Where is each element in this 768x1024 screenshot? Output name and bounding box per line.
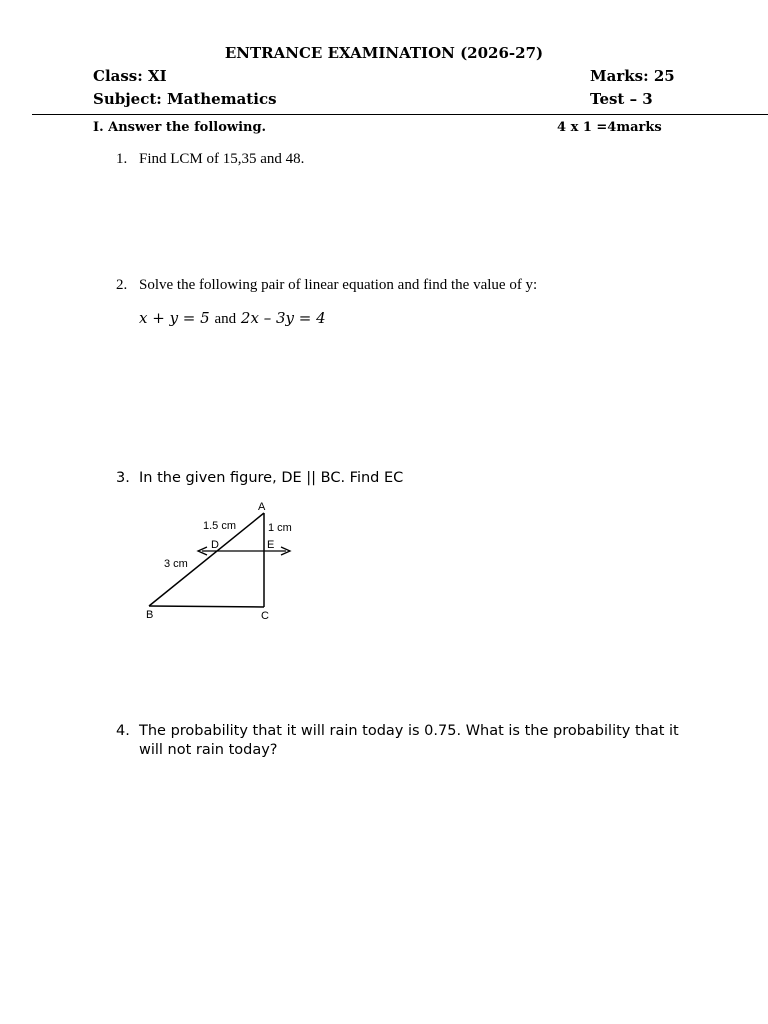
question-2-text: Solve the following pair of linear equation and find the value of y: xyxy=(139,277,538,293)
question-3-text: In the given figure, DE || BC. Find EC xyxy=(139,470,404,486)
section-marks: 4 x 1 =4marks xyxy=(557,120,662,135)
marks-label: Marks: 25 xyxy=(590,67,675,85)
vertex-d-label: D xyxy=(211,539,219,551)
question-4-text: The probability that it will rain today is 0.75. What is the probability that it will not rain today? xyxy=(139,723,679,758)
vertex-c-label: C xyxy=(261,610,269,622)
question-2-number: 2. xyxy=(116,277,128,293)
test-label: Test – 3 xyxy=(590,90,653,108)
section-heading: I. Answer the following. xyxy=(93,120,267,135)
triangle-figure xyxy=(140,497,310,627)
side-bc xyxy=(149,606,264,607)
question-2-equation xyxy=(139,309,326,328)
label-ad: 1.5 cm xyxy=(203,520,237,532)
equation-left: x + y = 5 xyxy=(139,309,210,327)
equation-right: 2x – 3y = 4 xyxy=(240,309,326,327)
class-label: Class: XI xyxy=(93,67,167,85)
exam-title: ENTRANCE EXAMINATION (2026-27) xyxy=(224,44,544,62)
question-3-number: 3. xyxy=(116,470,130,486)
question-1-text: Find LCM of 15,35 and 48. xyxy=(139,151,305,167)
label-ae: 1 cm xyxy=(268,522,292,534)
question-1-number: 1. xyxy=(116,151,128,167)
question-4-number: 4. xyxy=(116,723,130,739)
vertex-b-label: B xyxy=(146,609,154,621)
vertex-a-label: A xyxy=(258,501,266,513)
subject-label: Subject: Mathematics xyxy=(93,90,277,108)
equation-joiner: and xyxy=(214,311,237,327)
label-db: 3 cm xyxy=(164,558,188,570)
header-divider xyxy=(32,114,768,115)
vertex-e-label: E xyxy=(267,539,275,551)
